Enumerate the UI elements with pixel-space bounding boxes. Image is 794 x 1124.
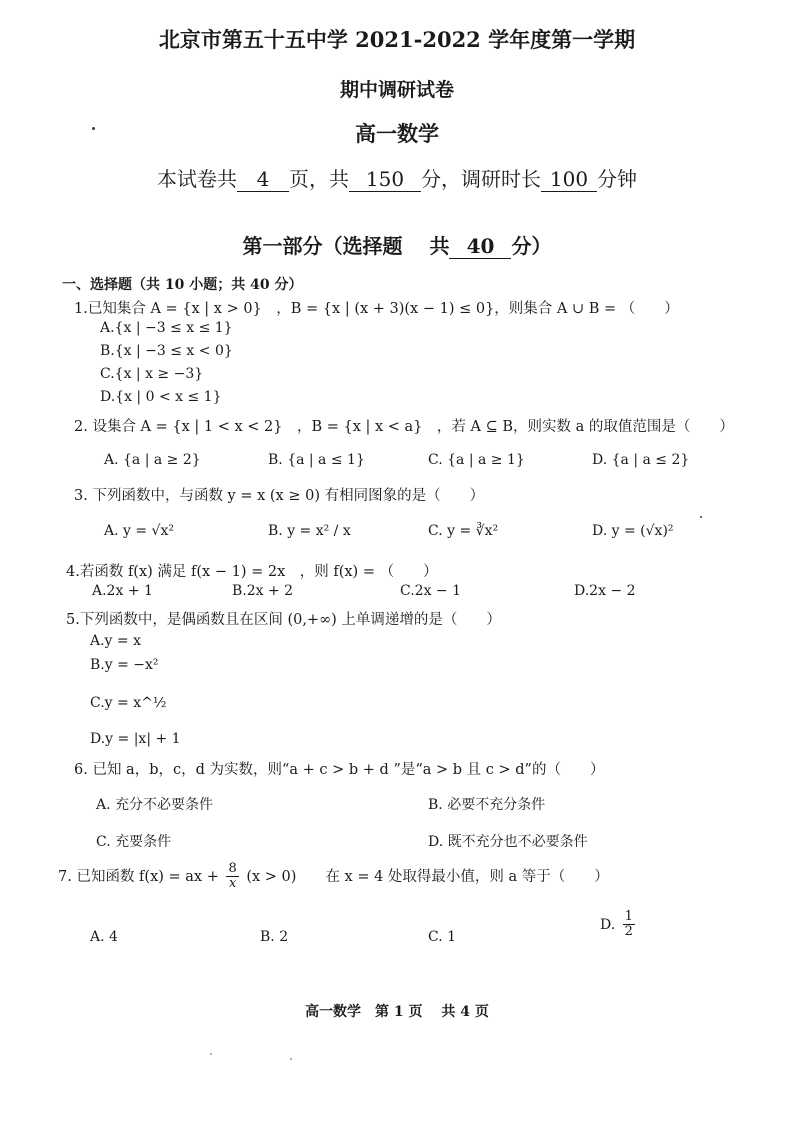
- subject-title: 高一数学: [355, 121, 439, 146]
- q5-option-d: D.y = |x| + 1: [90, 731, 181, 747]
- q4-option-c: C.2x − 1: [400, 583, 462, 599]
- q4-option-b: B.2x + 2: [232, 583, 294, 599]
- time-blank: 100: [541, 167, 597, 192]
- exam-info: 本试卷共 4 页，共 150 分，调研时长 100 分钟: [157, 167, 637, 191]
- q6-option-c: C. 充要条件: [96, 834, 172, 850]
- q5-option-a: A.y = x: [90, 633, 141, 649]
- scan-speck: [700, 516, 702, 518]
- q2-option-a: A. {a | a ≥ 2}: [104, 452, 201, 468]
- q1-option-c: C.{x | x ≥ −3}: [100, 366, 204, 382]
- q7-option-c: C. 1: [428, 929, 457, 945]
- q3-option-c: C. y = ∛x²: [428, 523, 499, 539]
- q3-option-b: B. y = x² / x: [268, 523, 351, 539]
- exam-name: 期中调研试卷: [339, 79, 454, 101]
- q3-option-a: A. y = √x²: [104, 523, 174, 539]
- q4-option-a: A.2x + 1: [92, 583, 153, 599]
- part-score-blank: 40: [449, 234, 511, 259]
- q3-option-d: D. y = (√x)²: [592, 523, 674, 539]
- question-4-stem: 4.若函数 f(x) 满足 f(x − 1) = 2x ，则 f(x) = （ ）: [66, 564, 438, 580]
- q6-option-d: D. 既不充分也不必要条件: [428, 834, 588, 850]
- q1-option-a: A.{x | −3 ≤ x ≤ 1}: [100, 320, 233, 336]
- q1-option-b: B.{x | −3 ≤ x < 0}: [100, 343, 233, 359]
- q7-option-d: D. $\frac{1}{2}$: [600, 909, 633, 940]
- school-title: 北京市第五十五中学 2021-2022 学年度第一学期: [158, 27, 636, 52]
- q1-option-d: D.{x | 0 < x ≤ 1}: [100, 389, 222, 405]
- q7-option-b: B. 2: [260, 929, 289, 945]
- q7-fraction: $\frac{8}{x}$: [228, 861, 237, 892]
- pages-blank: 4: [237, 167, 289, 192]
- scan-speck: [290, 1058, 292, 1060]
- q2-option-d: D. {a | a ≤ 2}: [592, 452, 690, 468]
- q7-option-a: A. 4: [90, 929, 118, 945]
- question-3-stem: 3. 下列函数中，与函数 y = x (x ≥ 0) 有相同图象的是（ ）: [74, 488, 485, 504]
- question-6-stem: 6. 已知 a，b，c，d 为实数，则“a + c > b + d ”是“a > b 且 c > d”的（ ）: [74, 762, 605, 778]
- part-heading: 第一部分（选择题 共 40 分）: [242, 234, 552, 258]
- q6-option-a: A. 充分不必要条件: [96, 797, 214, 813]
- q2-option-b: B. {a | a ≤ 1}: [268, 452, 365, 468]
- question-2-stem: 2. 设集合 A = {x | 1 < x < 2} ，B = {x | x < a} ，若 A ⊆ B，则实数 a 的取值范围是（ ）: [74, 419, 734, 435]
- page-footer: 高一数学 第 1 页 共 4 页: [305, 1004, 489, 1020]
- q4-option-d: D.2x − 2: [574, 583, 636, 599]
- section-title: 一、选择题（共 10 小题；共 40 分）: [62, 277, 303, 293]
- scan-speck: [210, 1053, 212, 1055]
- q5-option-b: B.y = −x²: [90, 657, 159, 673]
- q7-option-d-fraction: $\frac{1}{2}$: [624, 909, 633, 940]
- q2-option-c: C. {a | a ≥ 1}: [428, 452, 525, 468]
- q6-option-b: B. 必要不充分条件: [428, 797, 546, 813]
- question-7-stem: 7. 已知函数 f(x) = ax + $\frac{8}{x}$ (x > 0) 在 x = 4 处取得最小值，则 a 等于（ ）: [58, 861, 609, 892]
- question-1-stem: 1.已知集合 A = {x | x > 0} ，B = {x | (x + 3)(x − 1) ≤ 0}，则集合 A ∪ B = （ ）: [74, 301, 679, 317]
- question-5-stem: 5.下列函数中，是偶函数且在区间 (0,+∞) 上单调递增的是（ ）: [66, 612, 501, 628]
- score-blank: 150: [349, 167, 421, 192]
- q5-option-c: C.y = x^½: [90, 695, 167, 711]
- scan-speck: [92, 127, 95, 130]
